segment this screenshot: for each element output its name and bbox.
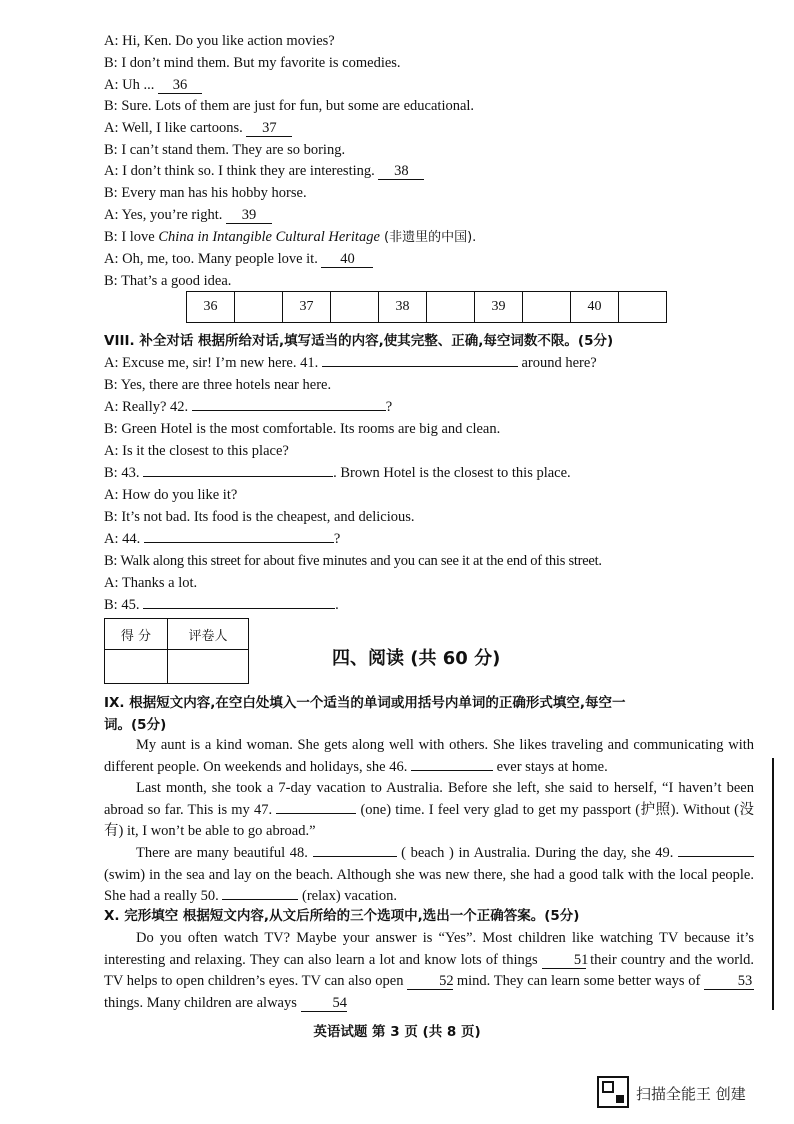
dialogue-line: A: Really? 42. ? xyxy=(104,399,393,415)
blank-47[interactable] xyxy=(276,813,356,814)
blank-51[interactable]: 51 xyxy=(542,952,586,969)
blank-37[interactable]: 37 xyxy=(246,120,292,137)
answer-label: 40 xyxy=(571,292,619,323)
blank-46[interactable] xyxy=(411,770,493,771)
answer-cell[interactable] xyxy=(619,292,667,323)
qr-code-icon xyxy=(597,1076,629,1108)
answer-label: 39 xyxy=(475,292,523,323)
answer-cell[interactable] xyxy=(331,292,379,323)
blank-48[interactable] xyxy=(313,856,397,857)
paragraph: Do you often watch TV? Maybe your answer is “Yes”. Most children like watching TV because it’s interesting and relaxing. They can also learn a lot and know lots of things 51 their country and the world. TV helps to open children’s eyes. TV can also open 52 mind. They can learn some better ways of 53 things. Many children are always 54 xyxy=(104,930,754,1011)
dialogue-line: A: Is it the closest to this place? xyxy=(104,443,289,459)
score-cell[interactable] xyxy=(105,650,168,684)
dialogue-line: B: Green Hotel is the most comfortable. Its rooms are big and clean. xyxy=(104,421,501,437)
answer-label: 36 xyxy=(187,292,235,323)
section-title: 四、阅读 (共 60 分) xyxy=(332,648,501,669)
dialogue-line: B: I love China in Intangible Cultural Heritage (非遗里的中国). xyxy=(104,229,477,245)
answer-label: 38 xyxy=(379,292,427,323)
dialogue-line: B: I don’t mind them. But my favorite is comedies. xyxy=(104,55,401,71)
blank-54[interactable]: 54 xyxy=(301,995,347,1012)
dialogue-line: A: Uh ... 36 xyxy=(104,76,202,94)
dialogue-line: B: Walk along this street for about five minutes and you can see it at the end of this street. xyxy=(104,553,602,569)
dialogue-line: A: Well, I like cartoons. 37 xyxy=(104,119,292,137)
blank-52[interactable]: 52 xyxy=(407,973,453,990)
blank-50[interactable] xyxy=(222,899,298,900)
page-footer: 英语试题 第 3 页 (共 8 页) xyxy=(313,1024,481,1040)
blank-39[interactable]: 39 xyxy=(226,207,272,224)
answer-cell[interactable] xyxy=(523,292,571,323)
paragraph: My aunt is a kind woman. She gets along well with others. She likes traveling and communicating with different people. On weekends and holidays, she 46. ever stays at home. xyxy=(104,737,754,775)
section9-title: IX. 根据短文内容,在空白处填入一个适当的单词或用括号内单词的正确形式填空,每空一 词。(5分) xyxy=(104,695,626,733)
blank-44[interactable] xyxy=(144,542,334,543)
dialogue-line: B: Every man has his hobby horse. xyxy=(104,185,307,201)
dialogue-line: B: Sure. Lots of them are just for fun, but some are educational. xyxy=(104,98,475,114)
answer-table xyxy=(186,291,667,323)
dialogue-line: B: Yes, there are three hotels near here. xyxy=(104,377,332,393)
blank-38[interactable]: 38 xyxy=(378,163,424,180)
dialogue-line: A: Oh, me, too. Many people love it. 40 xyxy=(104,250,373,268)
blank-36[interactable]: 36 xyxy=(158,77,202,94)
section10-title: X. 完形填空 根据短文内容,从文后所给的三个选项中,选出一个正确答案。(5分) xyxy=(104,908,580,924)
dialogue-line: B: 45. . xyxy=(104,597,339,613)
answer-label: 37 xyxy=(283,292,331,323)
blank-43[interactable] xyxy=(143,476,333,477)
answer-cell[interactable] xyxy=(427,292,475,323)
blank-49[interactable] xyxy=(678,856,754,857)
dialogue-line: A: Hi, Ken. Do you like action movies? xyxy=(104,33,335,49)
blank-42[interactable] xyxy=(192,410,386,411)
paragraph: Last month, she took a 7-day vacation to Australia. Before she left, she said to herself, “I haven’t been abroad so far. This is my 47. (one) time. I feel very glad to get my passport (护照). Without (没有) it, I won’t be able to go abroad.” xyxy=(104,780,755,839)
grader-label: 评卷人 xyxy=(168,619,249,650)
dialogue-line: B: I can’t stand them. They are so boring. xyxy=(104,142,346,158)
dialogue-line: A: 44. ? xyxy=(104,531,341,547)
dialogue-line: A: Excuse me, sir! I’m new here. 41. around here? xyxy=(104,355,597,371)
dialogue-line: A: Yes, you’re right. 39 xyxy=(104,206,272,224)
dialogue-line: A: I don’t think so. I think they are interesting. 38 xyxy=(104,162,424,180)
dialogue-line: B: It’s not bad. Its food is the cheapest, and delicious. xyxy=(104,509,415,525)
blank-41[interactable] xyxy=(322,366,518,367)
blank-45[interactable] xyxy=(143,608,335,609)
score-label: 得 分 xyxy=(105,619,168,650)
grader-cell[interactable] xyxy=(168,650,249,684)
blank-53[interactable]: 53 xyxy=(704,973,754,990)
dialogue-line: B: 43. . Brown Hotel is the closest to this place. xyxy=(104,465,571,481)
blank-40[interactable]: 40 xyxy=(321,251,373,268)
dialogue-line: B: That’s a good idea. xyxy=(104,273,232,289)
section8-title: VIII. 补全对话 根据所给对话,填写适当的内容,使其完整、正确,每空词数不限。(5分) xyxy=(104,333,614,349)
score-box xyxy=(104,618,249,684)
dialogue-line: A: Thanks a lot. xyxy=(104,575,198,591)
margin-bar xyxy=(772,758,774,1010)
watermark-text: 扫描全能王 创建 xyxy=(636,1085,746,1103)
paragraph: There are many beautiful 48. ( beach ) in Australia. During the day, she 49. (swim) in the sea and lay on the beach. Although she was new there, she had a good talk with the local people. She had a really 50. (relax) vacation. xyxy=(104,845,754,904)
dialogue-line: A: How do you like it? xyxy=(104,487,238,503)
answer-cell[interactable] xyxy=(235,292,283,323)
